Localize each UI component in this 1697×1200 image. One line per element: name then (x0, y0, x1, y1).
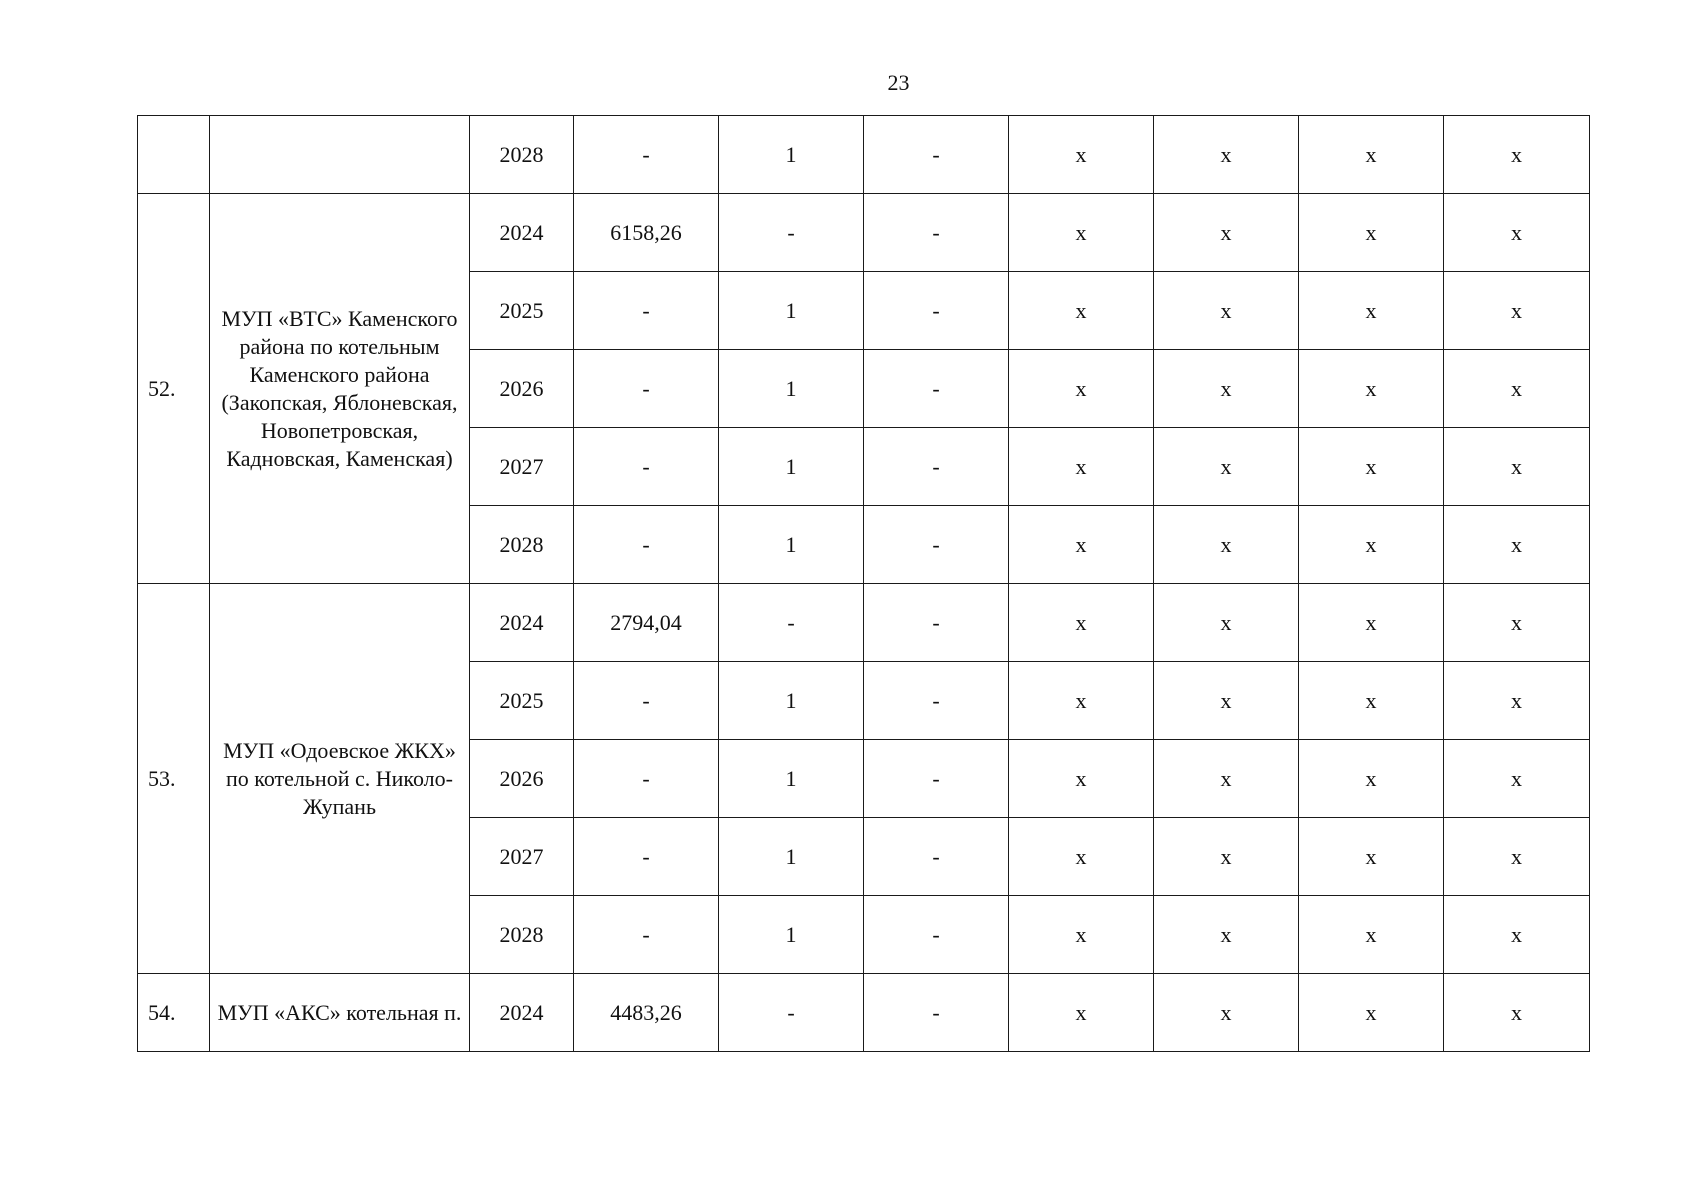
value-cell: x (1154, 740, 1299, 818)
value-cell: x (1009, 584, 1154, 662)
amount-cell: - (574, 272, 719, 350)
table-row (138, 974, 1590, 1052)
organization-name: МУП «ВТС» Каменского района по котельным Каменского района (Закопская, Яблоневская, Новопетровская, Кадновская, Каменская) (210, 194, 470, 584)
amount-cell: - (574, 428, 719, 506)
year-cell: 2028 (470, 506, 574, 584)
row-number (138, 116, 210, 194)
value-cell: x (1154, 506, 1299, 584)
amount-cell: - (574, 818, 719, 896)
year-cell: 2026 (470, 740, 574, 818)
value-cell: x (1009, 350, 1154, 428)
value-cell: x (1444, 506, 1590, 584)
year-cell: 2024 (470, 194, 574, 272)
value-cell: - (864, 974, 1009, 1052)
value-cell: x (1444, 896, 1590, 974)
value-cell: x (1009, 116, 1154, 194)
value-cell: x (1444, 662, 1590, 740)
amount-cell: - (574, 116, 719, 194)
value-cell: - (864, 350, 1009, 428)
value-cell: x (1009, 896, 1154, 974)
value-cell: x (1444, 350, 1590, 428)
value-cell: x (1154, 194, 1299, 272)
value-cell: x (1444, 272, 1590, 350)
value-cell: 1 (719, 350, 864, 428)
value-cell: 1 (719, 896, 864, 974)
value-cell: - (864, 896, 1009, 974)
year-cell: 2024 (470, 584, 574, 662)
value-cell: x (1299, 740, 1444, 818)
value-cell: x (1444, 194, 1590, 272)
year-cell: 2025 (470, 662, 574, 740)
year-cell: 2026 (470, 350, 574, 428)
value-cell: 1 (719, 506, 864, 584)
value-cell: x (1444, 818, 1590, 896)
value-cell: x (1299, 974, 1444, 1052)
table-row (138, 194, 1590, 272)
value-cell: x (1154, 350, 1299, 428)
value-cell: - (864, 506, 1009, 584)
year-cell: 2024 (470, 974, 574, 1052)
value-cell: x (1154, 116, 1299, 194)
year-cell: 2028 (470, 116, 574, 194)
table-row (138, 584, 1590, 662)
value-cell: x (1299, 506, 1444, 584)
value-cell: - (719, 584, 864, 662)
value-cell: x (1299, 272, 1444, 350)
organization-name: МУП «АКС» котельная п. (210, 974, 470, 1052)
value-cell: x (1009, 272, 1154, 350)
value-cell: - (864, 272, 1009, 350)
value-cell: 1 (719, 116, 864, 194)
year-cell: 2027 (470, 818, 574, 896)
value-cell: x (1299, 818, 1444, 896)
year-cell: 2027 (470, 428, 574, 506)
value-cell: x (1154, 584, 1299, 662)
row-number: 53. (138, 584, 210, 974)
value-cell: x (1009, 974, 1154, 1052)
value-cell: - (864, 740, 1009, 818)
value-cell: x (1444, 740, 1590, 818)
value-cell: - (719, 974, 864, 1052)
year-cell: 2028 (470, 896, 574, 974)
amount-cell: - (574, 740, 719, 818)
value-cell: x (1009, 506, 1154, 584)
value-cell: 1 (719, 272, 864, 350)
value-cell: x (1154, 896, 1299, 974)
page-number: 23 (887, 70, 910, 95)
value-cell: x (1009, 662, 1154, 740)
amount-cell: - (574, 350, 719, 428)
amount-cell: 6158,26 (574, 194, 719, 272)
value-cell: - (864, 584, 1009, 662)
value-cell: x (1299, 428, 1444, 506)
value-cell: - (864, 194, 1009, 272)
organization-name (210, 116, 470, 194)
row-number: 52. (138, 194, 210, 584)
value-cell: x (1009, 740, 1154, 818)
organization-name: МУП «Одоевское ЖКХ» по котельной с. Николо-Жупань (210, 584, 470, 974)
table-body (138, 116, 1590, 1052)
value-cell: - (864, 116, 1009, 194)
value-cell: x (1009, 194, 1154, 272)
value-cell: 1 (719, 818, 864, 896)
amount-cell: 4483,26 (574, 974, 719, 1052)
value-cell: x (1299, 116, 1444, 194)
value-cell: x (1444, 116, 1590, 194)
value-cell: x (1444, 428, 1590, 506)
value-cell: x (1299, 584, 1444, 662)
value-cell: x (1154, 272, 1299, 350)
value-cell: x (1009, 428, 1154, 506)
value-cell: x (1154, 662, 1299, 740)
data-table (137, 115, 1590, 1052)
amount-cell: - (574, 506, 719, 584)
value-cell: x (1299, 350, 1444, 428)
amount-cell: - (574, 662, 719, 740)
year-cell: 2025 (470, 272, 574, 350)
value-cell: - (864, 428, 1009, 506)
value-cell: x (1444, 584, 1590, 662)
value-cell: x (1299, 194, 1444, 272)
value-cell: 1 (719, 740, 864, 818)
value-cell: x (1299, 896, 1444, 974)
value-cell: x (1154, 974, 1299, 1052)
row-number: 54. (138, 974, 210, 1052)
value-cell: 1 (719, 662, 864, 740)
value-cell: x (1154, 428, 1299, 506)
amount-cell: - (574, 896, 719, 974)
value-cell: x (1154, 818, 1299, 896)
value-cell: - (864, 818, 1009, 896)
amount-cell: 2794,04 (574, 584, 719, 662)
value-cell: x (1299, 662, 1444, 740)
value-cell: x (1009, 818, 1154, 896)
value-cell: x (1444, 974, 1590, 1052)
value-cell: 1 (719, 428, 864, 506)
table-row (138, 116, 1590, 194)
value-cell: - (719, 194, 864, 272)
value-cell: - (864, 662, 1009, 740)
